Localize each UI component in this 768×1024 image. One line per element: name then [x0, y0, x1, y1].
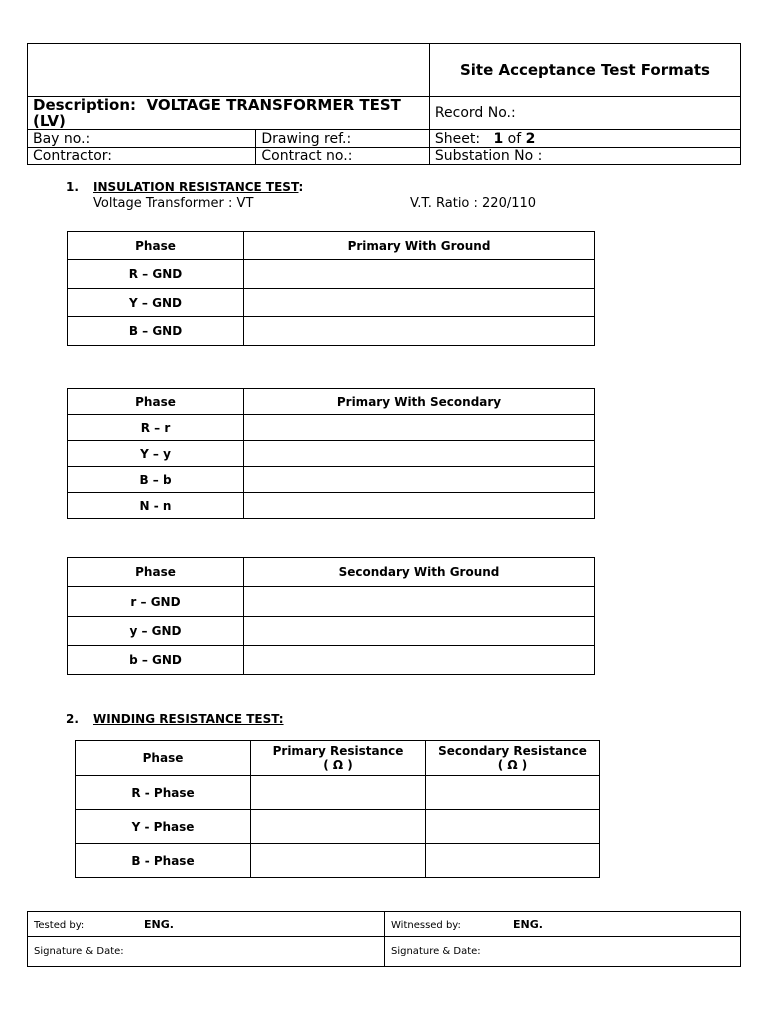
value-cell[interactable] [244, 617, 595, 646]
document-title: Site Acceptance Test Formats [429, 44, 740, 97]
tested-by-label: Tested by: [34, 919, 85, 931]
tested-by-value: ENG. [144, 917, 174, 931]
primary-secondary-table [67, 388, 595, 519]
bay-no-label: Bay no.: [33, 130, 91, 147]
value-cell[interactable] [244, 646, 595, 675]
table-row-phase: R - Phase [76, 776, 251, 810]
logo-cell [28, 44, 430, 97]
value-cell[interactable] [251, 776, 426, 810]
description-label: Description: [33, 96, 137, 114]
drawing-ref-label: Drawing ref.: [261, 130, 352, 147]
record-no-label: Record No.: [434, 105, 516, 121]
winding-resistance-table [75, 740, 600, 878]
value-cell[interactable] [244, 289, 595, 317]
value-cell[interactable] [426, 810, 600, 844]
table-row-phase: r – GND [68, 587, 244, 617]
sheet-total: 2 [525, 130, 536, 147]
table-row-phase: b – GND [68, 646, 244, 675]
table-header-phase: Phase [68, 389, 244, 415]
value-cell[interactable] [426, 776, 600, 810]
vt-ratio: V.T. Ratio : 220/110 [410, 196, 537, 211]
witnessed-by-value: ENG. [513, 917, 543, 931]
value-cell[interactable] [244, 317, 595, 346]
substation-no-cell[interactable] [429, 148, 740, 165]
table-header-phase: Phase [76, 741, 251, 776]
table-header-primary-secondary: Primary With Secondary [244, 389, 595, 415]
signature-date-label: Signature & Date: [34, 946, 124, 957]
section-2-title: WINDING RESISTANCE TEST: [93, 712, 284, 726]
signature-date-cell[interactable] [28, 937, 385, 967]
table-header-phase: Phase [68, 558, 244, 587]
section-1-heading [66, 180, 303, 194]
sheet-cell [429, 130, 740, 148]
description-cell [28, 97, 430, 130]
sheet-label: Sheet: [434, 130, 481, 147]
secondary-resistance-label: Secondary Resistance [438, 744, 587, 758]
table-row-phase: Y – GND [68, 289, 244, 317]
value-cell[interactable] [426, 844, 600, 878]
table-row-phase: B – GND [68, 317, 244, 346]
secondary-resistance-unit: ( Ω ) [497, 758, 528, 772]
section-1-number: 1. [66, 180, 79, 194]
sheet-of: of [507, 130, 522, 147]
sheet-current: 1 [493, 130, 504, 147]
table-row-phase: B – b [68, 467, 244, 493]
description-value: VOLTAGE TRANSFORMER TEST (LV) [33, 96, 401, 130]
table-row-phase: R – r [68, 415, 244, 441]
section-2-number: 2. [66, 712, 79, 726]
contract-no-label: Contract no.: [261, 148, 353, 164]
drawing-ref-cell[interactable] [256, 130, 430, 148]
contract-no-cell[interactable] [256, 148, 430, 165]
table-header-secondary-ground: Secondary With Ground [244, 558, 595, 587]
table-header-phase: Phase [68, 232, 244, 260]
bay-no-cell[interactable] [28, 130, 256, 148]
tested-by-cell[interactable] [28, 912, 385, 937]
value-cell[interactable] [251, 844, 426, 878]
contractor-cell[interactable] [28, 148, 256, 165]
value-cell[interactable] [244, 587, 595, 617]
table-row-phase: R – GND [68, 260, 244, 289]
value-cell[interactable] [244, 441, 595, 467]
substation-no-label: Substation No : [434, 148, 543, 164]
header-table [27, 43, 741, 165]
table-row-phase: Y – y [68, 441, 244, 467]
value-cell[interactable] [244, 415, 595, 441]
table-header-primary-ground: Primary With Ground [244, 232, 595, 260]
contractor-label: Contractor: [33, 148, 113, 164]
primary-ground-table [67, 231, 595, 346]
witness-signature-date-cell[interactable] [385, 937, 741, 967]
value-cell[interactable] [251, 810, 426, 844]
witness-signature-date-label: Signature & Date: [391, 946, 481, 957]
section-1-title: INSULATION RESISTANCE TEST [93, 180, 299, 194]
value-cell[interactable] [244, 260, 595, 289]
table-header-secondary-resistance [426, 741, 600, 776]
witnessed-by-cell[interactable] [385, 912, 741, 937]
table-row-phase: N - n [68, 493, 244, 519]
table-row-phase: y – GND [68, 617, 244, 646]
vt-label: Voltage Transformer : VT [93, 196, 254, 211]
section-2-heading [66, 712, 284, 726]
signature-table [27, 911, 741, 967]
secondary-ground-table [67, 557, 595, 675]
table-row-phase: B - Phase [76, 844, 251, 878]
record-no-cell[interactable] [429, 97, 740, 130]
primary-resistance-unit: ( Ω ) [323, 758, 353, 772]
table-row-phase: Y - Phase [76, 810, 251, 844]
section-1-colon: : [298, 180, 304, 194]
value-cell[interactable] [244, 493, 595, 519]
table-header-primary-resistance [251, 741, 426, 776]
primary-resistance-label: Primary Resistance [272, 744, 404, 758]
witnessed-by-label: Witnessed by: [391, 919, 461, 931]
value-cell[interactable] [244, 467, 595, 493]
